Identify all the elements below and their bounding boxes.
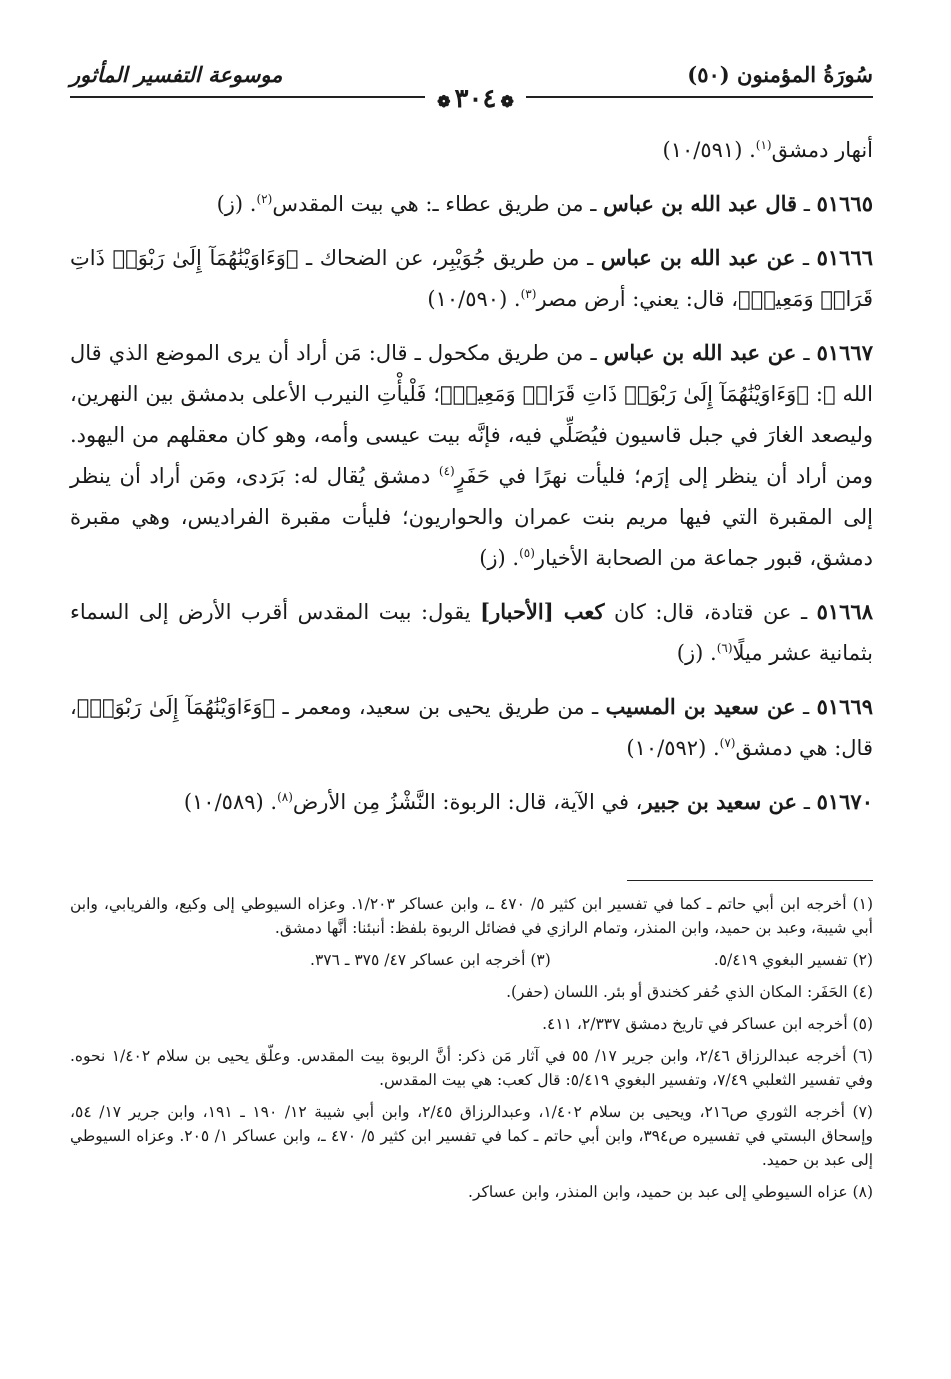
entry-51670: ٥١٦٧٠ ـ عن سعيد بن جبير، في الآية، قال: الربوة: النَّشْزُ مِن الأرض$^{(٨)}$. (١٠/٥٨٩): [183, 789, 873, 814]
surah-number: (٥٠): [687, 62, 730, 87]
footnote-ref[interactable]: (٥): [519, 546, 535, 560]
surah-name: سُورَةُ المؤمنون: [737, 62, 873, 87]
main-text: [70, 130, 873, 835]
footnote-8: (٨) عزاه السيوطي إلى عبد بن حميد، وابن المنذر، وابن عساكر.: [468, 1183, 873, 1201]
footnote-3: (٣) أخرجه ابن عساكر ٤٧/ ٣٧٥ ـ ٣٧٦.: [310, 951, 551, 969]
footnote-7: (٧) أخرجه الثوري ص٢١٦، ويحيى بن سلام ١/٤٠٢، وعبدالرزاق ٢/٤٥، وابن أبي شيبة ١٢/ ١٩٠ ـ ١٩١، وابن جرير ١٧/ ٥٤، وإسحاق البستي في تفسيره ص٣٩٤، وابن أبي حاتم ـ كما في تفسير ابن كثير ٥/ ٤٧٠ ـ، وابن عساكر ١/ ٢٠٥. وعزاه السيوطي إلى عبد بن حميد.: [70, 1103, 874, 1169]
footnote-ref[interactable]: (٨): [277, 790, 293, 804]
footnote-ref[interactable]: (٤): [438, 464, 455, 478]
entry-number: ٥١٦٦٦: [816, 245, 874, 270]
footnote-row-2-3: [70, 948, 873, 972]
narrator: عن عبد الله بن عباس: [600, 245, 796, 270]
footnote-separator: [627, 880, 873, 881]
footnote-1: (١) أخرجه ابن أبي حاتم ـ كما في تفسير ابن كثير ٥/ ٤٧٠ ـ، وابن عساكر ١/٢٠٣. وعزاه السيوطي إلى وكيع، والفريابي، وابن أبي شيبة، وعبد بن حميد، وابن المنذر، وتمام الرازي في فضائل الربوة بلفظ: أنبئنا: أنَّها دمشق.: [70, 895, 874, 937]
entry-51669: ٥١٦٦٩ ـ عن سعيد بن المسيب ـ من طريق يحيى بن سعيد، ومعمر ـ ﴿وَءَاوَيْنَٰهُمَآ إِلَىٰ رَبْوَةٖ﴾، قال: هي دمشق$^{(٧)}$. (١٠/٥٩٢): [70, 694, 873, 760]
entry-number: ٥١٦٦٧: [816, 340, 873, 365]
footnote-5: (٥) أخرجه ابن عساكر في تاريخ دمشق ٢/٣٣٧، ٤١١.: [542, 1015, 873, 1033]
narrator: عن سعيد بن جبير: [642, 789, 798, 814]
ornament-icon: ❁: [500, 92, 514, 111]
footnote-ref[interactable]: (٢): [256, 192, 273, 206]
entry-number: ٥١٦٦٩: [816, 694, 873, 719]
footnote-6: (٦) أخرجه عبدالرزاق ٢/٤٦، وابن جرير ١٧/ ٥٥ في آثار مَن ذكر: أنَّ الربوة بيت المقدس. وعلّق يحيى بن سلام ١/٤٠٢ نحوه. وفي تفسير الثعلبي ٧/٤٩، وتفسير البغوي ٥/٤١٩: قال كعب: هي بيت المقدس.: [70, 1047, 873, 1089]
entry-number: ٥١٦٦٨: [816, 599, 873, 624]
entry-51668: ٥١٦٦٨ ـ عن قتادة، قال: كان كعب [الأحبار] يقول: بيت المقدس أقرب الأرض إلى السماء بثمانية عشر ميلًا$^{(٦)}$. (ز): [70, 599, 873, 665]
entry-number: ٥١٦٦٥: [816, 191, 873, 216]
page-number: [425, 84, 526, 114]
page-number-value: ٣٠٤: [454, 84, 497, 114]
entry-51667: ٥١٦٦٧ ـ عن عبد الله بن عباس ـ من طريق مكحول ـ قال: مَن أراد أن يرى الموضع الذي قال الله ﷻ: ﴿وَءَاوَيْنَٰهُمَآ إِلَىٰ رَبْوَةٖ ذَاتِ قَرَارٖ وَمَعِينٖ﴾؛ فَلْيأْتِ النيرب الأعلى بدمشق بين النهرين، وليصعد الغارَ في جبل قاسيون فيُصَلِّي فيه، فإنَّه بيت عيسى وأمه، وهو كان معقلهم من اليهود. ومن أراد أن ينظر إلى إرَم؛ فليأت نهرًا في حَفَرٍ$^{(٤)}$ دمشق يُقال له: بَرَدى، ومَن أراد أن ينظر إلى المقبرة التي فيها مريم بنت عمران والحواريون؛ فليأت مقبرة الفراديس، وهي مقبرة دمشق، قبور جماعة من الصحابة الأخيار$^{(٥)}$. (ز): [70, 340, 873, 570]
footnote-ref[interactable]: (٦): [716, 641, 733, 655]
footnote-2: (٢) تفسير البغوي ٥/٤١٩.: [713, 951, 873, 969]
footnote-ref[interactable]: (١): [755, 138, 772, 152]
footnotes: [70, 892, 873, 1212]
ornament-icon: ❁: [437, 92, 451, 111]
footnote-ref[interactable]: (٣): [520, 287, 537, 301]
narrator: عن عبد الله بن عباس: [603, 340, 797, 365]
entry-51665: ٥١٦٦٥ ـ قال عبد الله بن عباس ـ من طريق عطاء ـ: هي بيت المقدس$^{(٢)}$. (ز): [216, 191, 873, 216]
page-number-block: [0, 84, 951, 114]
entry-51666: ٥١٦٦٦ ـ عن عبد الله بن عباس ـ من طريق جُوَيْبِر، عن الضحاك ـ ﴿وَءَاوَيْنَٰهُمَآ إِلَىٰ رَبْوَةٖ ذَاتِ قَرَارٖ وَمَعِينٖ﴾، قال: يعني: أرض مصر$^{(٣)}$. (١٠/٥٩٠): [70, 245, 874, 311]
narrator: عن سعيد بن المسيب: [605, 694, 796, 719]
footnote-ref[interactable]: (٧): [719, 736, 736, 750]
footnote-4: (٤) الحَفَر: المكان الذي حُفر كخندق أو بئر. اللسان (حفر).: [506, 983, 873, 1001]
narrator: قال عبد الله بن عباس: [603, 191, 798, 216]
entry-continuation: أنهار دمشق$^{(١)}$. (١٠/٥٩١): [662, 138, 873, 162]
running-head-book-title: موسوعة التفسير المأثور: [70, 62, 283, 87]
entry-number: ٥١٦٧٠: [816, 789, 873, 814]
narrator: كعب [الأحبار]: [480, 599, 605, 624]
